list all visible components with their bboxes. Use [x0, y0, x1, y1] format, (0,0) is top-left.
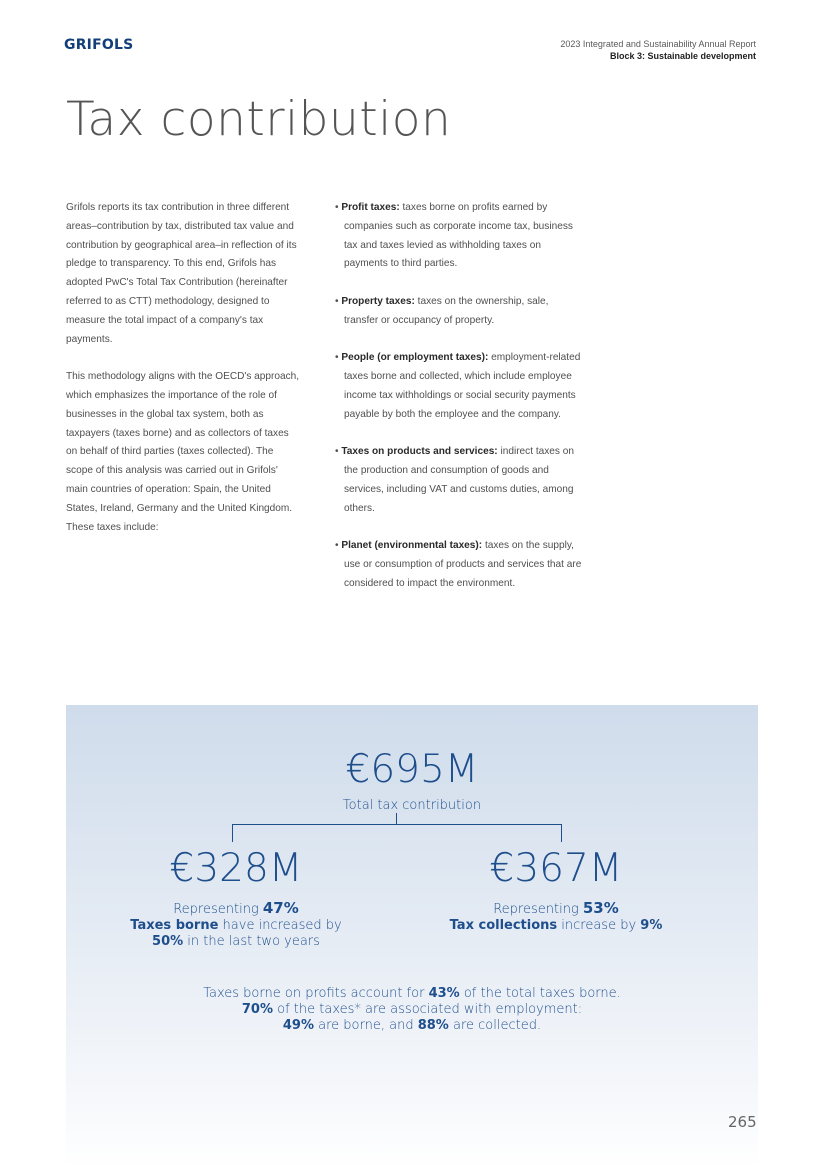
grifols-logo: GRIFOLS: [64, 37, 134, 53]
tax-types-list: [335, 199, 583, 613]
bullet-term: Property taxes:: [341, 295, 415, 307]
representing-label: Representing: [173, 902, 263, 917]
tax-collections-percent: 53%: [582, 899, 619, 917]
tax-collections-text: [416, 900, 696, 934]
bullet-text: taxes on the supply, use or consumption of products and services that are considered to impact the environment.: [344, 540, 582, 589]
bullet-text: indirect taxes on the production and consumption of goods and services, including VAT and customs duties, among others.: [344, 446, 574, 514]
taxes-borne-value: €328M: [169, 846, 303, 891]
tax-collections-label: Tax collections: [449, 918, 558, 933]
split-bracket: [232, 824, 562, 842]
taxes-borne-block: [96, 843, 376, 950]
summary-line-3: [283, 1018, 541, 1033]
bullet-term: People (or employment taxes):: [341, 352, 489, 364]
list-item-planet-taxes: • Planet (environmental taxes): taxes on the supply, use or consumption of products and services that are considered to impact the environment.: [335, 540, 582, 589]
intro-paragraph-2: This methodology aligns with the OECD's approach, which emphasizes the importance of the role of businesses in the global tax system, both as taxpayers (taxes borne) and as collectors of taxes on behalf of third parties (taxes collected). The scope of this analysis was carried out in Grifols' main countries of operation: Spain, the United States, Ireland, Germany and the United Kingdom. These taxes include:: [66, 371, 300, 533]
page-title: Tax contribution: [66, 92, 452, 147]
list-item-property-taxes: • Property taxes: taxes on the ownership, sale, transfer or occupancy of property.: [335, 295, 549, 326]
taxes-borne-text: [96, 900, 376, 950]
list-item-product-taxes: • Taxes on products and services: indirect taxes on the production and consumption of goods and services, including VAT and customs duties, among others.: [335, 446, 574, 514]
bullet-text: taxes on the ownership, sale, transfer or occupancy of property.: [344, 295, 549, 326]
list-item-profit-taxes: • Profit taxes: taxes borne on profits earned by companies such as corporate income tax, business tax and taxes levied as withholding taxes on payments to third parties.: [335, 202, 573, 270]
tax-collections-block: [416, 843, 696, 934]
representing-label: Representing: [493, 902, 583, 917]
summary-text: of the taxes* are associated with employment:: [273, 1002, 583, 1017]
total-tax-label: Total tax contribution: [342, 798, 482, 813]
taxes-borne-label: Taxes borne: [130, 918, 219, 933]
bullet-term: Planet (environmental taxes):: [341, 540, 483, 552]
summary-text: are borne, and: [314, 1018, 418, 1033]
summary-text: Taxes borne on profits account for: [203, 986, 429, 1001]
bracket-stem: [396, 813, 397, 824]
tax-summary-panel: [66, 705, 758, 1168]
summary-text: are collected.: [448, 1018, 542, 1033]
summary-employment-percent: 70%: [241, 1002, 273, 1017]
total-tax-value: €695M: [345, 747, 479, 792]
tax-collections-increase: 9%: [640, 918, 663, 933]
bullet-text: taxes borne on profits earned by companies such as corporate income tax, business tax and taxes levied as withholding taxes on payments to third parties.: [344, 202, 573, 270]
summary-text: of the total taxes borne.: [459, 986, 621, 1001]
report-title: 2023 Integrated and Sustainability Annual Report: [560, 39, 756, 49]
summary-profits-percent: 43%: [428, 986, 460, 1001]
summary-line-2: [242, 1002, 582, 1017]
summary-borne-percent: 49%: [282, 1018, 315, 1033]
bullet-term: Taxes on products and services:: [341, 446, 498, 458]
tax-collections-desc: increase by: [557, 918, 641, 933]
tax-summary-text: [66, 986, 758, 1034]
page-number: 265: [728, 1113, 757, 1131]
taxes-borne-period: in the last two years: [183, 934, 320, 949]
summary-line-1: [203, 986, 621, 1001]
taxes-borne-increase: 50%: [152, 934, 184, 949]
report-block: Block 3: Sustainable development: [609, 51, 756, 61]
bullet-text: employment-related taxes borne and collected, which include employee income tax withholdings or social security payments payable by both the employee and the company.: [344, 352, 581, 420]
intro-column: [66, 199, 300, 556]
taxes-borne-desc: have increased by: [218, 918, 342, 933]
taxes-borne-percent: 47%: [262, 899, 299, 917]
list-item-people-taxes: • People (or employment taxes): employment-related taxes borne and collected, which include employee income tax withholdings or social security payments payable by both the employee and the company.: [335, 352, 581, 420]
intro-paragraph-1: Grifols reports its tax contribution in three different areas–contribution by tax, distributed tax value and contribution by geographical area–in reflection of its pledge to transparency. To this end, Grifols has adopted PwC's Total Tax Contribution (hereinafter referred to as CTT) methodology, designed to measure the total impact of a company's tax payments.: [66, 202, 297, 345]
bullet-term: Profit taxes:: [341, 202, 400, 213]
report-header: [560, 38, 756, 62]
tax-collections-value: €367M: [489, 846, 623, 891]
summary-collected-percent: 88%: [417, 1018, 449, 1033]
